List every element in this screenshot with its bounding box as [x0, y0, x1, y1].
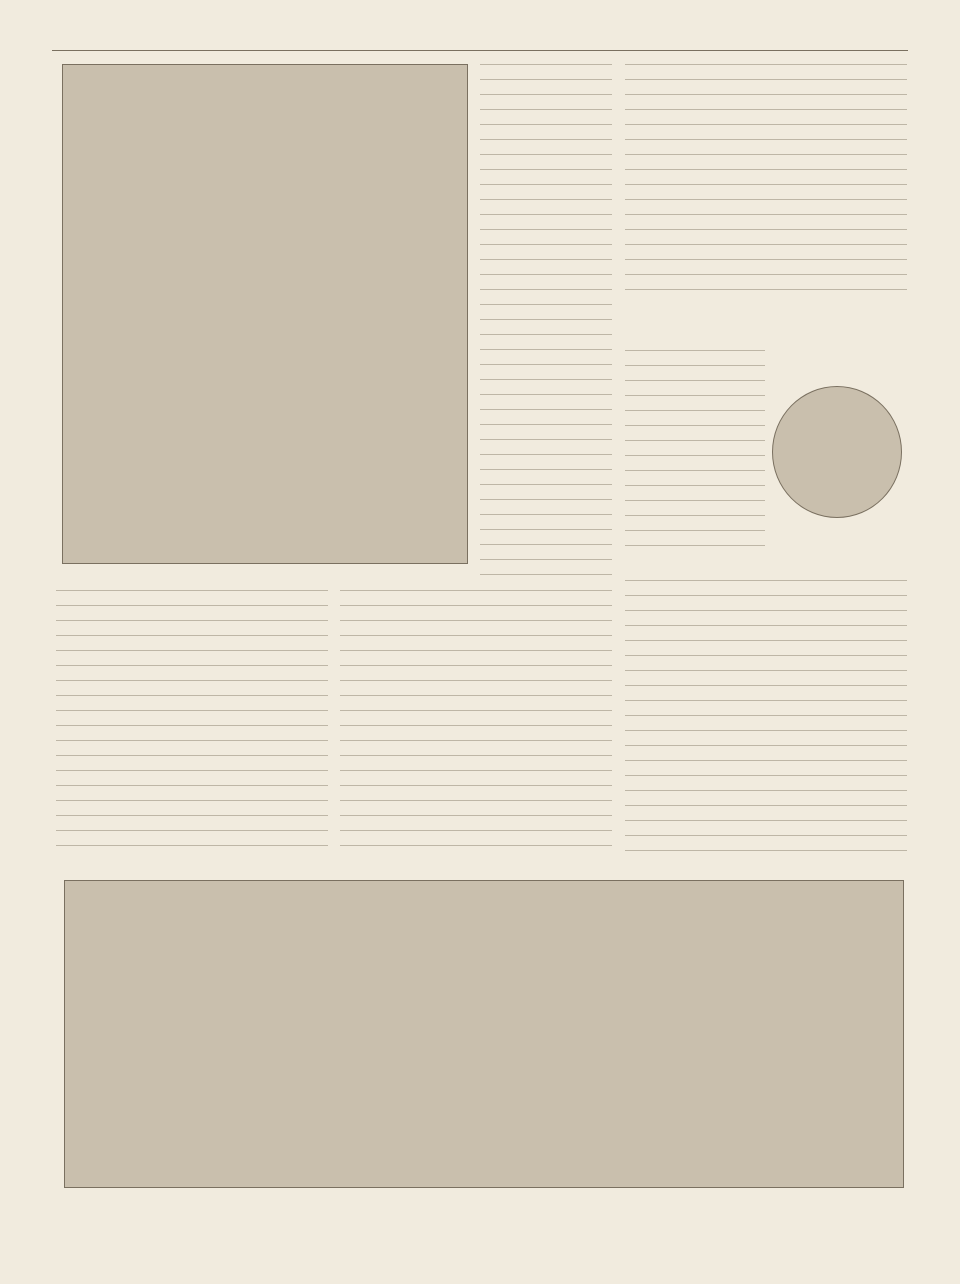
column-4-text [625, 350, 765, 560]
running-head [52, 28, 908, 51]
panorama-engraving [64, 880, 904, 1188]
portrait-medallion [772, 386, 902, 518]
column-1-text [56, 590, 328, 860]
column-2b-text [340, 590, 612, 860]
heading-illustrations [625, 316, 907, 336]
column-2-text [480, 64, 612, 584]
column-4b-text [625, 580, 907, 860]
column-3-text [625, 64, 907, 290]
photo-children [62, 64, 468, 564]
